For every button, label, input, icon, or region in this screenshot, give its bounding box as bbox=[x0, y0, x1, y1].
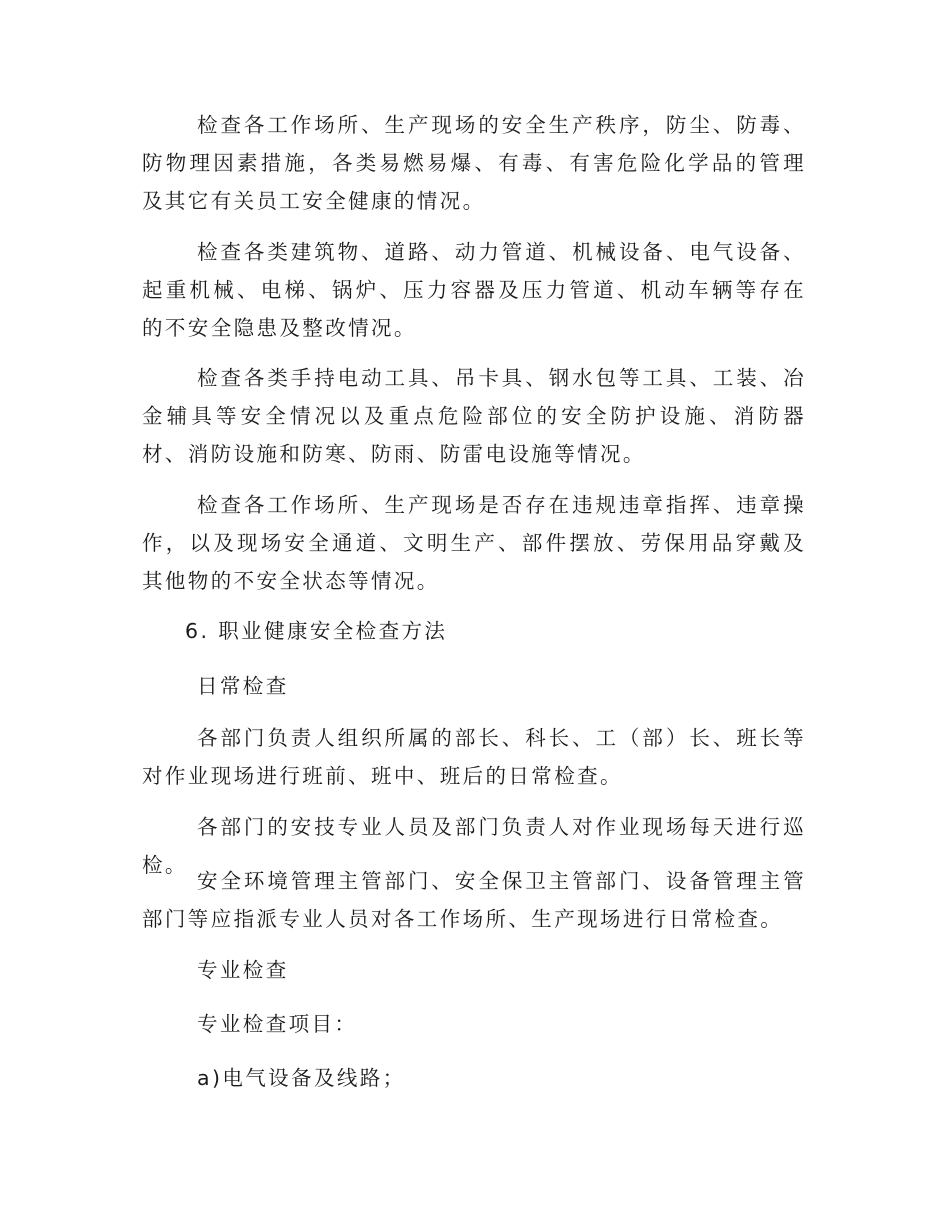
paragraph-daily-check-patrol: 各部门的安技专业人员及部门负责人对作业现场每天进行巡检。 bbox=[142, 815, 806, 877]
paragraph-workplace-safety-order: 检查各工作场所、生产现场的安全生产秩序，防尘、防毒、防物理因素措施，各类易燃易爆、有毒、有害危险化学品的管理及其它有关员工安全健康的情况。 bbox=[142, 113, 806, 213]
paragraph-daily-check-organize: 各部门负责人组织所属的部长、科长、工（部）长、班长等对作业现场进行班前、班中、班后的日常检查。 bbox=[142, 726, 806, 788]
subheading-professional-check: 专业检查 bbox=[197, 958, 289, 982]
paragraph-daily-check-departments: 安全环境管理主管部门、安全保卫主管部门、设备管理主管部门等应指派专业人员对各工作场所、生产现场进行日常检查。 bbox=[142, 869, 806, 931]
paragraph-violations-status: 检查各工作场所、生产现场是否存在违规违章指挥、违章操作，以及现场安全通道、文明生产、部件摆放、劳保用品穿戴及其他物的不安全状态等情况。 bbox=[142, 493, 806, 593]
subheading-daily-check: 日常检查 bbox=[197, 674, 289, 698]
professional-check-items-label: 专业检查项目： bbox=[197, 1012, 358, 1036]
section-heading-inspection-methods: 6. 职业健康安全检查方法 bbox=[185, 619, 448, 643]
professional-check-item-a: a)电气设备及线路； bbox=[197, 1066, 406, 1090]
paragraph-buildings-equipment: 检查各类建筑物、道路、动力管道、机械设备、电气设备、起重机械、电梯、锅炉、压力容器及压力管道、机动车辆等存在的不安全隐患及整改情况。 bbox=[142, 240, 806, 340]
paragraph-tools-protection: 检查各类手持电动工具、吊卡具、钢水包等工具、工装、冶金辅具等安全情况以及重点危险部位的安全防护设施、消防器材、消防设施和防寒、防雨、防雷电设施等情况。 bbox=[142, 366, 806, 466]
